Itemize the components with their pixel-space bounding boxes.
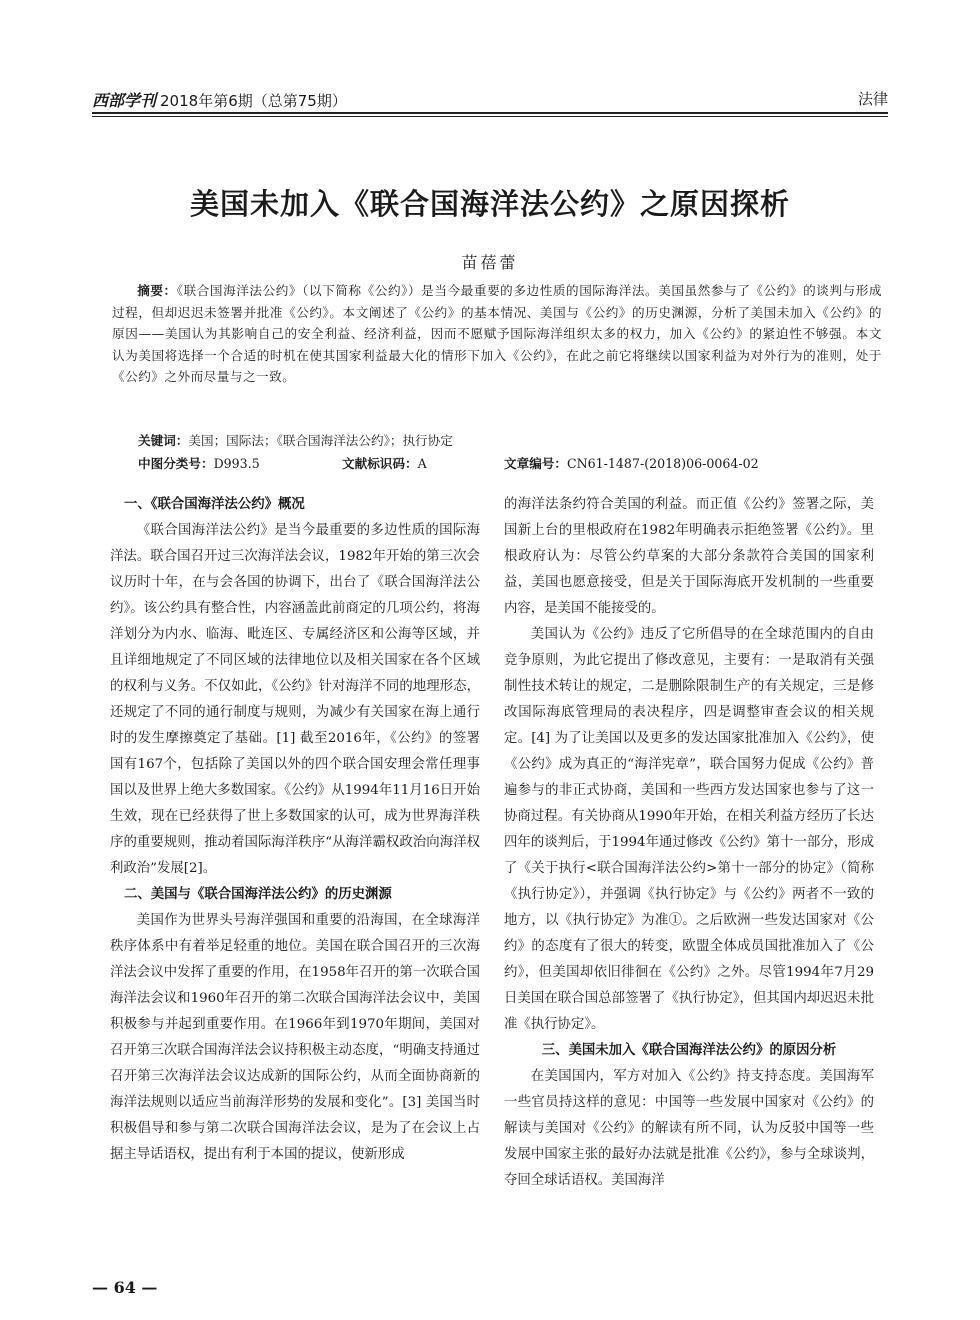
right-column: [504, 492, 874, 1194]
journal-logo: 西部学刊: [92, 91, 157, 110]
section-1-heading: 一、《联合国海洋法公约》概况: [124, 497, 305, 512]
section-3-heading: 三、美国未加入《联合国海洋法公约》的原因分析: [541, 1043, 837, 1058]
article-title: 美国未加入《联合国海洋法公约》之原因探析: [189, 187, 790, 221]
header-rule-thick: [92, 112, 888, 114]
section-3-paragraph: 在美国国内，军方对加入《公约》持支持态度。美国海军一些官员持这样的意见：中国等一些发展中国家对《公约》的解读与美国对《公约》的解读有所不同，认为反驳中国等一些发展中国家主张的最好办法就是批准《公约》，参与全球谈判，夺回全球话语权。美国海洋: [504, 1069, 874, 1188]
section-1-paragraph: 《联合国海洋法公约》是当今最重要的多边性质的国际海洋法。联合国召开过三次海洋法会议，1982年开始的第三次会议历时十年，在与会各国的协调下，出台了《联合国海洋法公约》。该公约具有整合性，内容涵盖此前商定的几项公约，将海洋划分为内水、临海、毗连区、专属经济区和公海等区域，并且详细地规定了不同区域的法律地位以及相关国家在各个区域的权利与义务。不仅如此，《公约》针对海洋不同的地理形态，还规定了不同的通行制度与规则，为减少有关国家在海上通行时的发生摩擦奠定了基础。[1] 截至2016年，《公约》的签署国有167个，包括除了美国以外的四个联合国安理会常任理事国以及世界上绝大多数国家。《公约》从1994年11月16日开始生效，现在已经获得了世上多数国家的认可，成为世界海洋秩序的重要规则，推动着国际海洋秩序“从海洋霸权政治向海洋权利政治”发展[2]。: [110, 523, 480, 876]
running-header: [92, 88, 888, 114]
page-number: — 64 —: [92, 1278, 158, 1297]
clc-number: 中图分类号：D993.5: [138, 456, 260, 471]
header-rule-thin: [92, 116, 888, 117]
section-2-paragraph: 美国作为世界头号海洋强国和重要的沿海国，在全球海洋秩序体系中有着举足轻重的地位。美国在联合国召开的三次海洋法会议中发挥了重要的作用，在1958年召开的第一次联合国海洋法会议和1960年召开的第二次联合国海洋法会议中，美国积极参与并起到重要作用。在1966年到1970年期间，美国对召开第三次联合国海洋法会议持积极主动态度，“明确支持通过召开第三次海洋法会议达成新的国际公约，从而全面协商新的海洋法规则以适应当前海洋形势的发展和变化”。[3] 美国当时积极倡导和参与第二次联合国海洋法会议，是为了在会议上占据主导话语权，提出有利于本国的提议，使新形成: [110, 913, 480, 1162]
keywords-label: 关键词：: [138, 433, 189, 448]
keywords-text: 美国；国际法；《联合国海洋法公约》；执行协定: [188, 433, 453, 448]
abstract: [112, 280, 882, 388]
section-label: 法律: [857, 90, 888, 108]
continued-paragraph: 的海洋法条约符合美国的利益。而正值《公约》签署之际，美国新上台的里根政府在1982年明确表示拒绝签署《公约》。里根政府认为：尽管公约草案的大部分条款符合美国的国家利益，美国也愿意接受，但是关于国际海底开发机制的一些重要内容，是美国不能接受的。: [504, 497, 874, 616]
article-number: 文章编号：CN61-1487-(2018)06-0064-02: [504, 456, 759, 471]
section-2-heading: 二、美国与《联合国海洋法公约》的历史渊源: [124, 887, 392, 902]
left-column: [110, 492, 480, 1168]
abstract-label: 摘要：: [137, 283, 177, 298]
journal-issue: [92, 88, 347, 111]
keywords: [138, 430, 453, 449]
abstract-text: 《联合国海洋法公约》（以下简称《公约》）是当今最重要的多边性质的国际海洋法。美国虽然参与了《公约》的谈判与形成过程，但却迟迟未签署并批准《公约》。本文阐述了《公约》的基本情况、美国与《公约》的历史渊源，分析了美国未加入《公约》的原因——美国认为其影响自己的安全利益、经济利益，因而不愿赋予国际海洋组织太多的权力，加入《公约》的紧迫性不够强。本文认为美国将选择一个合适的时机在使其国家利益最大化的情形下加入《公约》，在此之前它将继续以国家利益为对外行为的准则，处于《公约》之外而尽量与之一致。: [112, 283, 883, 385]
issue-text: 2018年第6期（总第75期）: [160, 92, 347, 110]
document-code: 文献标识码：A: [342, 456, 427, 471]
section-2-paragraph-2: 美国认为《公约》违反了它所倡导的在全球范围内的自由竞争原则，为此它提出了修改意见，主要有：一是取消有关强制性技术转让的规定，二是删除限制生产的有关规定，三是修改国际海底管理局的表决程序，四是调整审查会议的相关规定。[4] 为了让美国以及更多的发达国家批准加入《公约》，使《公约》成为真正的“海洋宪章”，联合国努力促成《公约》普遍参与的非正式协商，美国和一些西方发达国家也参与了这一协商过程。有关协商从1990年开始，在相关利益方经历了长达四年的谈判后，于1994年通过修改《公约》第十一部分，形成了《关于执行<联合国海洋法公约>第十一部分的协定》（简称《执行协定》），并强调《执行协定》与《公约》两者不一致的地方，以《执行协定》为准①。之后欧洲一些发达国家对《公约》的态度有了很大的转变，欧盟全体成员国批准加入了《公约》，但美国却依旧徘徊在《公约》之外。尽管1994年7月29日美国在联合国总部签署了《执行协定》，但其国内却迟迟未批准《执行协定》。: [504, 627, 874, 1032]
author-name: 苗蓓蕾: [461, 253, 519, 272]
